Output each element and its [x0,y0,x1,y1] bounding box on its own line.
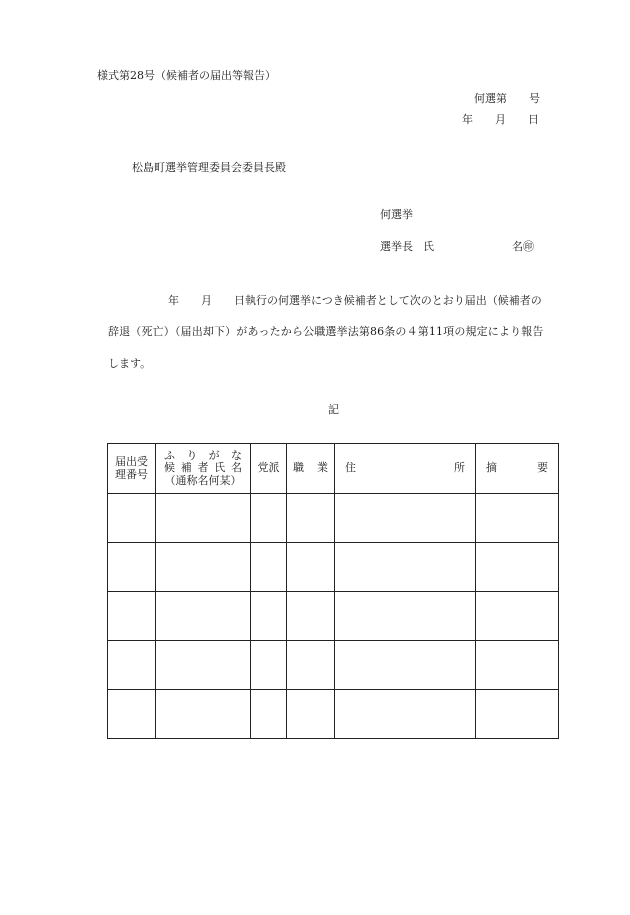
header-receipt-number: 届出受理番号 [108,444,156,494]
sender-name [380,241,534,252]
sender-name-label-1: 氏 [423,240,434,253]
header-candidate-name [156,444,251,494]
ki-heading: 記 [328,403,339,416]
form-number: 様式第28号（候補者の届出等報告） [97,69,276,82]
document-number-suffix: 号 [529,92,540,105]
alias-label: （通称名何某） [164,473,242,487]
cell-remarks[interactable] [476,690,559,739]
sender-title: 選挙長 [380,240,413,253]
document-date [462,114,539,125]
cell-remarks[interactable] [476,641,559,690]
report-table [107,443,559,739]
cell-party[interactable] [251,641,287,690]
table-row [108,690,559,739]
cell-candidate-name[interactable] [156,641,251,690]
cell-address[interactable] [335,543,476,592]
cell-address[interactable] [335,592,476,641]
cell-candidate-name[interactable] [156,543,251,592]
document-number [474,93,540,104]
cell-occupation[interactable] [287,592,335,641]
table-row [108,494,559,543]
furigana-label: ふ り が な [164,448,242,462]
cell-occupation[interactable] [287,690,335,739]
cell-candidate-name[interactable] [156,690,251,739]
seal-mark: ㊞ [523,240,534,253]
header-address: 住 所 [335,444,476,494]
cell-occupation[interactable] [287,543,335,592]
cell-address[interactable] [335,641,476,690]
cell-occupation[interactable] [287,494,335,543]
cell-party[interactable] [251,494,287,543]
table-row [108,641,559,690]
cell-party[interactable] [251,690,287,739]
cell-remarks[interactable] [476,592,559,641]
date-day: 日 [528,113,539,126]
header-party: 党派 [251,444,287,494]
cell-receipt-number[interactable] [108,494,156,543]
body-line-2: 辞退（死亡）（届出却下）があったから公職選挙法第86条の４第11項の規定により報告 [108,325,544,338]
cell-candidate-name[interactable] [156,592,251,641]
header-remarks: 摘 要 [476,444,559,494]
cell-receipt-number[interactable] [108,690,156,739]
body-line-3: します。 [108,357,152,370]
table-row [108,592,559,641]
cell-address[interactable] [335,690,476,739]
table-header-row [108,444,559,494]
cell-receipt-number[interactable] [108,592,156,641]
cell-receipt-number[interactable] [108,543,156,592]
candidate-name-label: 候 補 者 氏 名 [164,461,242,475]
header-occupation: 職 業 [287,444,335,494]
cell-address[interactable] [335,494,476,543]
cell-occupation[interactable] [287,641,335,690]
sender-name-label-2: 名 [512,240,523,253]
cell-party[interactable] [251,592,287,641]
body-month: 月 [201,294,212,307]
body-year: 年 [168,294,179,307]
cell-remarks[interactable] [476,494,559,543]
document-number-prefix: 何選第 [474,92,507,105]
table-row [108,543,559,592]
date-month: 月 [495,113,506,126]
cell-candidate-name[interactable] [156,494,251,543]
sender-election: 何選挙 [380,208,413,221]
cell-party[interactable] [251,543,287,592]
body-line-1-text: 日執行の何選挙につき候補者として次のとおり届出（候補者の [234,294,542,307]
cell-receipt-number[interactable] [108,641,156,690]
cell-remarks[interactable] [476,543,559,592]
addressee: 松島町選挙管理委員会委員長殿 [132,161,286,174]
body-line-1 [168,295,542,306]
date-year: 年 [462,113,473,126]
